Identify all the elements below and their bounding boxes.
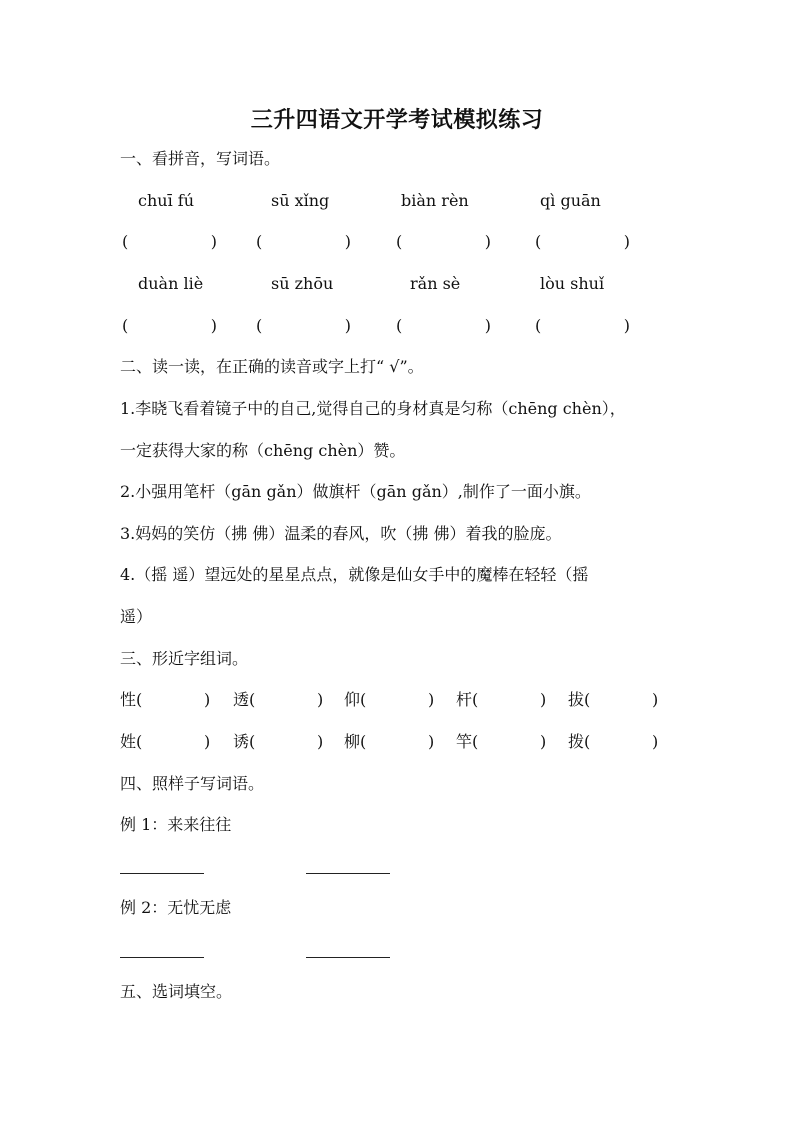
word-group-item[interactable]: 竿( ): [456, 732, 547, 751]
answer-blank[interactable]: [306, 873, 390, 874]
answer-blank[interactable]: [120, 873, 204, 874]
pinyin-item: sū xǐng: [271, 191, 330, 210]
page-title: 三升四语文开学考试模拟练习: [250, 107, 544, 133]
pinyin-item: duàn liè: [138, 274, 204, 293]
question-line: 3.妈妈的笑仿（拂 佛）温柔的春风，吹（拂 佛）着我的脸庞。: [120, 524, 562, 543]
pinyin-item: chuī fú: [138, 191, 194, 210]
word-group-item[interactable]: 性( ): [120, 690, 211, 709]
example-1: 例 1：来来往往: [120, 815, 232, 834]
question-line: 1.李晓飞看着镜子中的自己,觉得自己的身材真是匀称（chēng chèn），: [120, 399, 626, 418]
pinyin-row-1: [0, 190, 794, 212]
section1-heading: 一、看拼音，写词语。: [120, 149, 281, 168]
word-group-item[interactable]: 诱( ): [233, 732, 324, 751]
pinyin-item: rǎn sè: [410, 274, 461, 293]
question-line: 一定获得大家的称（chēng chèn）赞。: [120, 441, 406, 460]
pinyin-row-2: [0, 273, 794, 295]
word-group-item[interactable]: 仰( ): [344, 690, 435, 709]
pinyin-item: lòu shuǐ: [540, 274, 605, 293]
question-line: 4.（摇 遥）望远处的星星点点，就像是仙女手中的魔棒在轻轻（摇: [120, 565, 589, 584]
word-group-item[interactable]: 柳( ): [344, 732, 435, 751]
pinyin-item: sū zhōu: [271, 274, 334, 293]
answer-blank[interactable]: [306, 957, 390, 958]
word-group-item[interactable]: 姓( ): [120, 732, 211, 751]
word-group-item[interactable]: 拔( ): [568, 690, 659, 709]
word-group-item[interactable]: 拨( ): [568, 732, 659, 751]
word-group-item[interactable]: 杆( ): [456, 690, 547, 709]
question-line: 遥）: [120, 607, 153, 626]
section2-heading: 二、读一读，在正确的读音或字上打“ √”。: [120, 357, 424, 376]
question-line: 2.小强用笔杆（gān gǎn）做旗杆（gān gǎn）,制作了一面小旗。: [120, 482, 591, 501]
section3-heading: 三、形近字组词。: [120, 649, 249, 668]
pinyin-item: biàn rèn: [401, 191, 469, 210]
section4-heading: 四、照样子写词语。: [120, 774, 265, 793]
section5-heading: 五、选词填空。: [120, 982, 233, 1001]
answer-row-2: ( ) ( ) ( ) ( ): [122, 316, 630, 335]
answer-blank[interactable]: [120, 957, 204, 958]
example-2: 例 2：无忧无虑: [120, 898, 232, 917]
pinyin-item: qì guān: [540, 191, 601, 210]
answer-row-1: ( ) ( ) ( ) ( ): [122, 232, 630, 251]
word-group-item[interactable]: 透( ): [233, 690, 324, 709]
